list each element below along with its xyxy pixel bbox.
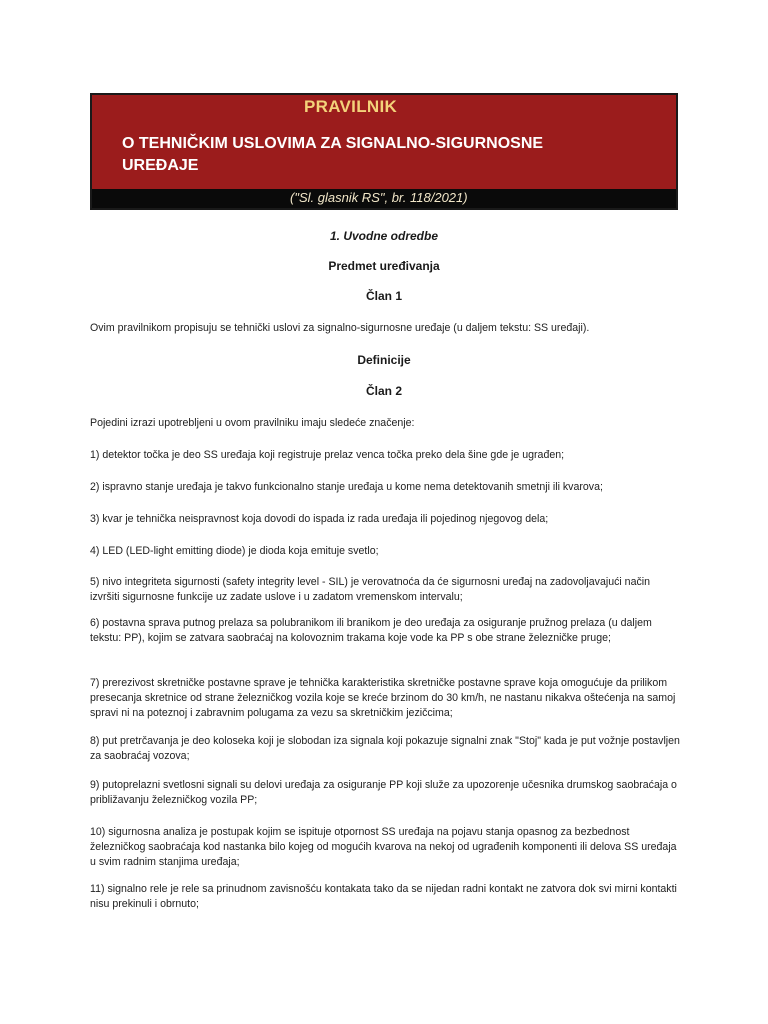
definition-item: 9) putoprelazni svetlosni signali su delovi uređaja za osiguranje PP koji služe za upozorenje učesnika drumskog saobraćaja o približavanju železničkog vozila PP; (90, 779, 677, 806)
article-2-intro: Pojedini izrazi upotrebljeni u ovom pravilniku imaju sledeće značenje: (90, 417, 415, 429)
document-header (90, 93, 678, 210)
definition-item: 5) nivo integriteta sigurnosti (safety integrity level - SIL) je verovatnoća da će sigurnosni uređaj na zadovoljavajući način izvršiti sigurnosne funkcije uz zadate uslove i u zadatom vremenskom intervalu; (90, 576, 650, 603)
definition-item: 2) ispravno stanje uređaja je takvo funkcionalno stanje uređaja u kome nema detektovanih smetnji ili kvarova; (90, 481, 603, 493)
definition-item: 1) detektor točka je deo SS uređaja koji registruje prelaz venca točka preko dela šine gde je ugrađen; (90, 449, 565, 461)
subject-heading: Predmet uređivanja (328, 259, 440, 273)
article-2-heading: Član 2 (365, 384, 402, 398)
definition-item: 10) sigurnosna analiza je postupak kojim se ispituje otpornost SS uređaja na pojavu stanja opasnog za bezbednost železničkog saobraćaja kod nastanka bilo kojeg od mogućih kvarova na nekoj od ugrađenih komponenti ili delova SS uređaja u svim radnim stanjima uređaja; (90, 826, 677, 868)
document-title: PRAVILNIK (304, 97, 398, 116)
document-subtitle: O TEHNIČKIM USLOVIMA ZA SIGNALNO-SIGURNOSNE UREĐAJE (122, 135, 544, 174)
definition-item: 3) kvar je tehnička neispravnost koja dovodi do ispada iz rada uređaja ili pojedinog njegovog dela; (90, 513, 549, 525)
gazette-reference: ("Sl. glasnik RS", br. 118/2021) (290, 190, 468, 205)
definition-item: 11) signalno rele je rele sa prinudnom zavisnošću kontakata tako da se nijedan radni kontakt ne zatvora dok svi mirni kontakti nisu prekinuli i obrnuto; (90, 883, 677, 910)
source-bar (92, 189, 676, 208)
intro-heading: 1. Uvodne odredbe (329, 229, 439, 243)
article-1-heading: Član 1 (365, 289, 402, 303)
definition-item: 8) put pretrčavanja je deo koloseka koji je slobodan iza signala koji pokazuje signalni znak "Stoj" kada je put vožnje postavljen za saobraćaj vozova; (90, 735, 680, 762)
definition-item: 6) postavna sprava putnog prelaza sa polubranikom ili branikom je deo uređaja za osiguranje pružnog prelaza (u daljem tekstu: PP), kojim se zatvara saobraćaj na kolovoznim trakama koje vode ka PP s obe strane železničke pruge; (90, 617, 652, 644)
article-1-text: Ovim pravilnikom propisuju se tehnički uslovi za signalno-sigurnosne uređaje (u daljem tekstu: SS uređaji). (90, 322, 590, 334)
definition-item: 4) LED (LED-light emitting diode) je dioda koja emituje svetlo; (90, 545, 379, 557)
definition-item: 7) prerezivost skretničke postavne sprave je tehnička karakteristika skretničke postavne sprave koja omogućuje da prilikom presecanja skretnice od strane železničkog vozila koje se kreće brzinom do 30 km/h, ne nastanu nikakva oštećenja na samoj spravi ni na poteznoj i zabravnim polugama za vezu sa skretničkim jezičcima; (90, 677, 676, 719)
definitions-heading: Definicije (357, 353, 411, 367)
